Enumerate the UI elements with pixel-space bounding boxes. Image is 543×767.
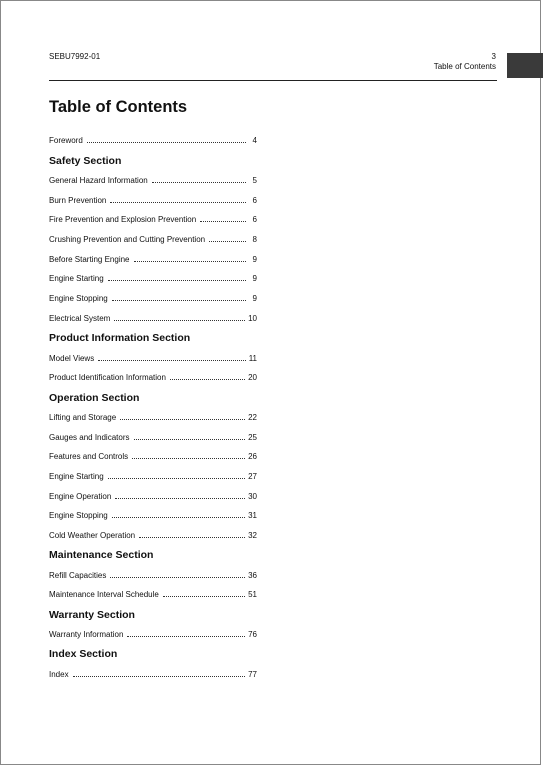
toc-entry-page-number: 4 [252, 136, 257, 146]
toc-entry-label: Engine Starting [49, 274, 104, 284]
toc-entry-page-number: 27 [248, 471, 257, 481]
toc-entry-label: General Hazard Information [49, 176, 148, 186]
running-header-title: Table of Contents [433, 62, 496, 71]
toc-entry-label: Fire Prevention and Explosion Prevention [49, 215, 197, 225]
toc-entry-page-number: 8 [252, 235, 257, 245]
toc-entry[interactable] [49, 526, 257, 546]
dot-leader [98, 360, 245, 361]
toc-entry-label: Gauges and Indicators [49, 432, 130, 442]
dot-leader [115, 498, 245, 499]
toc-entry-page-number: 11 [248, 353, 257, 363]
toc-entry[interactable] [49, 486, 257, 506]
toc-entry[interactable] [49, 585, 257, 605]
toc-entry[interactable] [49, 210, 257, 230]
toc-entry-page-number: 76 [248, 630, 257, 640]
toc-section-heading: Operation Section [49, 391, 140, 404]
toc-section-heading: Maintenance Section [49, 549, 154, 562]
dot-leader [110, 202, 246, 203]
toc-entry[interactable] [49, 506, 257, 526]
dot-leader [127, 636, 245, 637]
toc-entry-label: Engine Operation [49, 491, 112, 501]
toc-entry[interactable] [49, 171, 257, 191]
dot-leader [110, 577, 245, 578]
toc-entry[interactable] [49, 230, 257, 250]
dot-leader [87, 142, 246, 143]
toc-entry-page-number: 9 [252, 274, 257, 284]
dot-leader [73, 676, 246, 677]
toc-entry-page-number: 10 [248, 313, 257, 323]
toc-entry-label: Product Identification Information [49, 373, 166, 383]
toc-section-heading: Warranty Section [49, 608, 135, 621]
toc-entry-page-number: 51 [248, 590, 257, 600]
toc-entry-page-number: 31 [248, 511, 257, 521]
toc-entry[interactable] [49, 664, 257, 684]
toc-entry[interactable] [49, 249, 257, 269]
page-title: Table of Contents [49, 98, 188, 116]
page-number: 3 [491, 52, 496, 61]
toc-entry-label: Foreword [49, 136, 83, 146]
dot-leader [134, 261, 247, 262]
toc-entry-label: Warranty Information [49, 630, 124, 640]
toc-entry[interactable] [49, 408, 257, 428]
dot-leader [139, 537, 245, 538]
dot-leader [170, 379, 245, 380]
toc-entry-page-number: 32 [248, 531, 257, 541]
toc-entry-label: Before Starting Engine [49, 254, 130, 264]
toc-entry[interactable] [49, 289, 257, 309]
toc-entry[interactable] [49, 467, 257, 487]
toc-entry[interactable] [49, 625, 257, 645]
dot-leader [134, 439, 246, 440]
toc-entry-label: Engine Stopping [49, 511, 108, 521]
dot-leader [112, 517, 245, 518]
toc-entry[interactable] [49, 447, 257, 467]
table-of-contents [49, 131, 257, 684]
toc-section-heading: Product Information Section [49, 332, 191, 345]
toc-entry-page-number: 77 [248, 669, 257, 679]
toc-entry[interactable] [49, 427, 257, 447]
section-thumb-tab [507, 53, 543, 78]
toc-entry-label: Model Views [49, 353, 95, 363]
toc-entry-page-number: 30 [248, 491, 257, 501]
toc-entry-page-number: 22 [248, 412, 257, 422]
toc-entry-label: Cold Weather Operation [49, 531, 136, 541]
dot-leader [163, 596, 245, 597]
toc-entry-label: Maintenance Interval Schedule [49, 590, 159, 600]
toc-entry-page-number: 9 [252, 254, 257, 264]
dot-leader [108, 478, 245, 479]
toc-entry-page-number: 6 [252, 215, 257, 225]
header-divider [49, 80, 497, 81]
dot-leader [209, 241, 246, 242]
dot-leader [114, 320, 245, 321]
toc-entry-page-number: 20 [248, 373, 257, 383]
toc-entry-label: Electrical System [49, 313, 111, 323]
toc-entry-page-number: 25 [248, 432, 257, 442]
toc-entry-label: Engine Stopping [49, 294, 108, 304]
toc-section-heading: Safety Section [49, 154, 122, 167]
toc-entry-label: Engine Starting [49, 471, 104, 481]
dot-leader [120, 419, 245, 420]
dot-leader [112, 300, 246, 301]
toc-entry[interactable] [49, 348, 257, 368]
toc-entry-label: Index [49, 669, 69, 679]
toc-entry-label: Crushing Prevention and Cutting Prevention [49, 235, 206, 245]
toc-entry[interactable] [49, 190, 257, 210]
toc-entry-label: Refill Capacities [49, 570, 107, 580]
dot-leader [108, 280, 246, 281]
dot-leader [132, 458, 245, 459]
toc-entry-page-number: 26 [248, 452, 257, 462]
toc-entry-page-number: 36 [248, 570, 257, 580]
toc-entry-page-number: 6 [252, 195, 257, 205]
toc-entry[interactable] [49, 565, 257, 585]
toc-section-heading: Index Section [49, 648, 118, 661]
toc-entry-label: Burn Prevention [49, 195, 107, 205]
toc-entry[interactable] [49, 309, 257, 329]
toc-entry-label: Features and Controls [49, 452, 129, 462]
toc-entry-label: Lifting and Storage [49, 412, 117, 422]
document-id: SEBU7992-01 [49, 52, 101, 61]
dot-leader [152, 182, 246, 183]
toc-entry[interactable] [49, 269, 257, 289]
toc-entry-page-number: 9 [252, 294, 257, 304]
toc-entry-page-number: 5 [252, 176, 257, 186]
toc-entry[interactable] [49, 368, 257, 388]
dot-leader [200, 221, 246, 222]
toc-entry[interactable] [49, 131, 257, 151]
